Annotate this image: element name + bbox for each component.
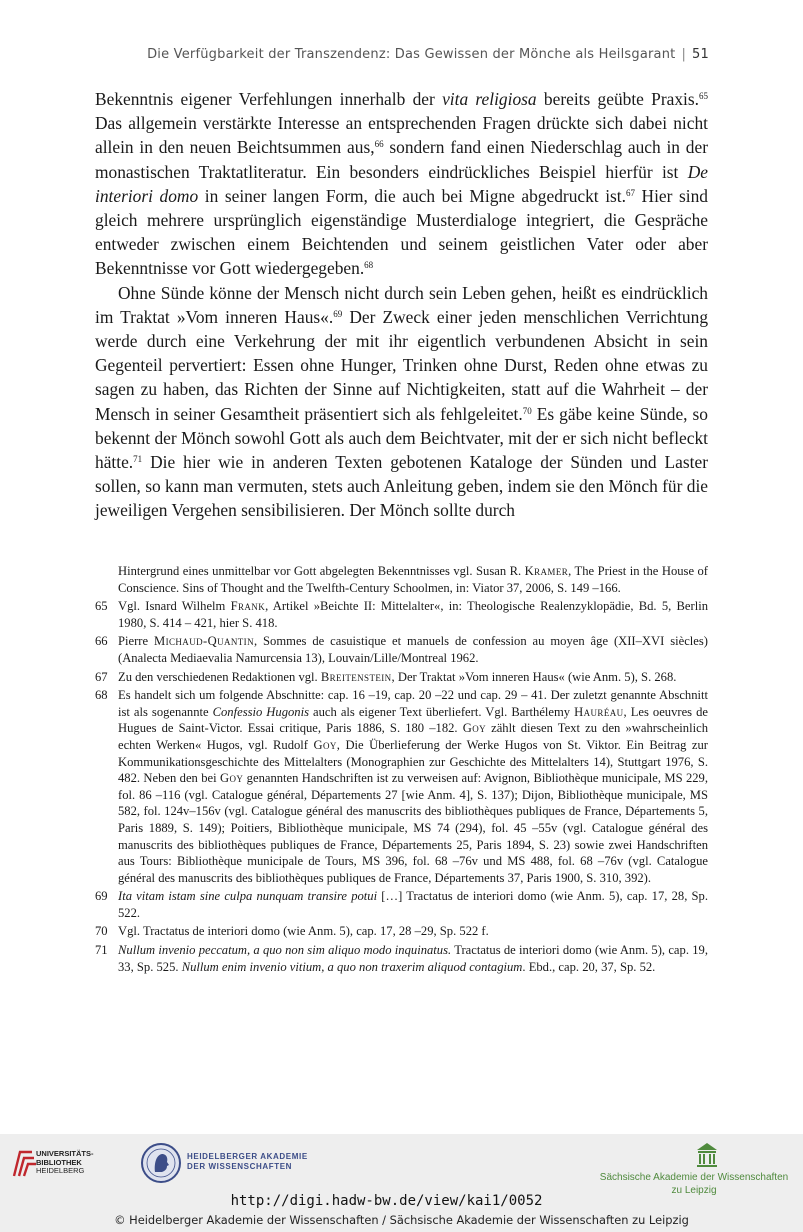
italic-quote: Nullum invenio peccatum, a quo non sim aliquo modo inquinatus.: [118, 943, 452, 958]
text-run: Bekenntnis eigener Verfehlungen innerhalb der: [95, 89, 443, 109]
footnote-ref[interactable]: 70: [522, 405, 532, 416]
text-run: , Der Traktat »Vom inneren Haus« (wie Anm. 5), S. 268.: [391, 669, 677, 684]
text-run: Hintergrund eines unmittelbar vor Gott abgelegten Bekenntnisses vgl. Susan R.: [118, 564, 525, 578]
text-run: Es gäbe keine Sünde, so bekennt der Mönch sowohl Gott als auch dem Beichtvater, mit der er sich nicht befleckt hätte.: [95, 403, 708, 473]
author-name: Kramer: [524, 564, 569, 578]
italic-term: vita religiosa: [442, 89, 537, 109]
text-run: Hier sind gleich mehrere ursprünglich eigenständige Musterdialoge integriert, die Gespräche entweder zwischen einem Beichtenden und seinem geistlichen Vater oder aber Bekenntnisse vor Gott wiedergegeben.: [95, 185, 708, 279]
hadw-name: [187, 1152, 308, 1172]
text-run: Das allgemein verstärkte Interesse an entsprechenden Fragen drückte sich dabei nicht allein in den neuen Beichtsummen aus,: [95, 113, 708, 158]
text-run: Es handelt sich um folgende Abschnitte: cap. 16 –19, cap. 20 –22 und cap. 29 – 41. Der zuletzt genannte Abschnitt ist als sogenannte: [118, 688, 708, 719]
italic-title: Confessio Hugonis: [212, 704, 309, 719]
footnote-number: 66: [95, 634, 108, 649]
text-run: , Sommes de casuistique et manuels de confession au moyen âge (XII–XVI siècles) (Analecta Mediaevalia Namurcensia 13), Louvain/Lille/Montreal 1962.: [118, 634, 708, 665]
italic-quote: Ita vitam istam sine culpa nunquam transire potui: [118, 889, 378, 904]
text-run: auch als eigener Text überliefert. Vgl. Barthélemy: [309, 704, 575, 719]
header-separator: |: [681, 47, 687, 62]
main-text: [95, 87, 708, 523]
hadw-seal-icon[interactable]: [140, 1142, 182, 1184]
italic-term: De interiori domo: [95, 161, 708, 206]
ub-line-3: HEIDELBERG: [36, 1166, 85, 1176]
footnotes: [95, 563, 708, 977]
text-run: Pierre: [118, 634, 154, 649]
footnote-71: [95, 942, 708, 975]
footnote-number: 67: [95, 669, 108, 684]
footnote-ref[interactable]: 68: [364, 260, 374, 271]
text-run: Vgl. Isnard Wilhelm: [118, 599, 231, 614]
footnote-ref[interactable]: 71: [133, 454, 143, 465]
running-header: [0, 47, 709, 62]
text-run: sondern fand einen Niederschlag auch in der monastischen Traktatliteratur. Ein besonders eindrückliches Beispiel hierfür ist: [95, 137, 708, 182]
text-run: , Artikel »Beichte II: Mittelalter«, in: Theologische Realenzyklopädie, Bd. 5, Berlin 1980, S. 414 – 421, hier S. 418.: [118, 599, 708, 630]
footnote-number: 68: [95, 688, 108, 703]
author-name: Goy: [313, 737, 337, 752]
italic-quote: Nullum enim invenio vitium, a quo non traxerim aliquod contagium: [181, 959, 523, 974]
text-run: Die hier wie in anderen Texten gebotenen Kataloge der Sünden und Laster sollen, so kann man vermuten, stets auch Anleitung geben, indem sie den Mönch für die jeweiligen Vergehen sensibilisieren. Der Mönch sollte durch: [95, 452, 708, 521]
text-run: Der Zweck einer jeden menschlichen Verrichtung werde durch eine Verkehrung der mit ihr eigentlich verbundenen Absicht in sein Gegenteil pervertiert: Essen ohne Hunger, Trinken ohne Durst, Reden ohne etwas zu sagen zu haben, das Richten der Sinne auf Nichtigkeiten, statt auf die Wahrheit – der Mensch in seiner Gesamtheit präsentiert sich als fehlgeleitet.: [95, 306, 709, 424]
footnote-number: 70: [95, 924, 108, 939]
digitization-footer: [0, 1134, 803, 1232]
saw-building-icon[interactable]: [695, 1142, 719, 1168]
ub-line-2: BIBLIOTHEK: [36, 1157, 82, 1167]
footnote-68: [95, 687, 708, 886]
footnote-ref[interactable]: 66: [374, 139, 384, 150]
author-name: Michaud-Quantin: [154, 634, 254, 649]
author-name: Frank: [230, 599, 266, 614]
text-run: , Die Überlieferung der Werke Hugos von St. Viktor. Ein Beitrag zur Kommunikationsgeschichte des Mittelalters (Monographien zur Geschichte des Mittelalters 14), Stuttgart 1976, S. 482. Neben den bei: [118, 737, 708, 786]
footnote-number: 65: [95, 599, 108, 614]
paragraph-2: [95, 281, 708, 523]
footnote-ref[interactable]: 67: [625, 187, 635, 198]
text-run: Tractatus de interiori domo (wie Anm. 5), cap. 19, 33, Sp. 525.: [118, 943, 708, 974]
author-name: Goy: [220, 771, 244, 786]
text-run: bereits geübte Praxis.: [536, 89, 699, 109]
text-run: Vgl. Tractatus de interiori domo (wie Anm. 5), cap. 17, 28 –29, Sp. 522 f.: [118, 924, 489, 939]
ub-line-1: UNIVERSITÄTS-: [36, 1149, 94, 1158]
text-run: , Les oeuvres de Hugues de Saint-Victor. Essai critique, Paris 1886, S. 180 –182.: [118, 704, 708, 736]
paragraph-1: [95, 87, 708, 281]
footnote-ref[interactable]: 65: [699, 91, 708, 101]
page-number: 51: [692, 47, 709, 62]
text-run: Ohne Sünde könne der Mensch nicht durch sein Leben gehen, heißt es eindrücklich im Traktat »Vom inneren Haus«.: [95, 282, 708, 327]
text-run: . Ebd., cap. 20, 37, Sp. 52.: [522, 959, 656, 974]
saw-line-2: zu Leipzig: [671, 1184, 717, 1196]
ub-heidelberg-name: [36, 1150, 94, 1176]
hadw-line-2: DER WISSENSCHAFTEN: [187, 1162, 293, 1171]
running-title: Die Verfügbarkeit der Transzendenz: Das Gewissen der Mönche als Heilsgarant: [147, 47, 676, 62]
footnote-continuation: [95, 563, 708, 596]
text-run: , The Priest in the House of Conscience. Sins of Thought and the Twelfth-Century Schoolmen, in: Viator 37, 2006, S. 149 –166.: [118, 564, 708, 595]
footnote-69: [95, 888, 708, 921]
author-name: Goy: [462, 721, 486, 736]
footnote-70: [95, 923, 708, 940]
text-run: genannten Handschriften ist zu verweisen auf: Avignon, Bibliothèque municipale, MS 229, fol. 86 –116 (vgl. Catalogue général, Départements 27 [wie Anm. 4], S. 137); Dijon, Bibliothèque municipale, MS 582, fol. 124v–156v (vgl. Catalogue général des manuscrits des bibliothèques publiques de France, Départements 5, Paris 1889, S. 149); Poitiers, Bibliothèque municipale, MS 74 (294), fol. 45 –55v (vgl. Catalogue général des manuscrits des bibliothèques publiques de France, Départements 25, Paris 1894, S. 23) sowie zwei Handschriften aus Tours: Bibliothèque municipale de Tours, MS 396, fol. 68 –76v und MS 488, fol. 68 –76v (vgl. Catalogue général des manuscrits des bibliothèques publiques de France, Départements 37, Paris 1900, S. 310, 392).: [118, 771, 708, 885]
text-run: zählt diesen Text zu den »wahrscheinlich echten Werken« Hugos, vgl. Rudolf: [118, 721, 708, 752]
footnote-ref[interactable]: 69: [333, 308, 343, 319]
hadw-line-1: HEIDELBERGER AKADEMIE: [187, 1152, 308, 1161]
saw-line-1: Sächsische Akademie der Wissenschaften: [599, 1172, 789, 1183]
footnote-67: [95, 669, 708, 686]
text-run: […] Tractatus de interiori domo (wie Anm. 5), cap. 17, 28, Sp. 522.: [118, 889, 708, 920]
footnote-65: [95, 598, 708, 631]
footnote-number: 69: [95, 889, 108, 904]
footnote-number: 71: [95, 943, 108, 958]
text-run: Zu den verschiedenen Redaktionen vgl.: [118, 669, 321, 684]
text-run: in seiner langen Form, die auch bei Migne abgedruckt ist.: [198, 185, 626, 206]
author-name: Breitenstein: [320, 669, 392, 684]
permalink-url[interactable]: http://digi.hadw-bw.de/view/kai1/0052: [230, 1193, 543, 1209]
author-name: Hauréau: [574, 704, 624, 719]
footnote-66: [95, 633, 708, 666]
copyright-notice: © Heidelberger Akademie der Wissenschaften / Sächsische Akademie der Wissenschaften zu Leipzig: [114, 1213, 689, 1227]
